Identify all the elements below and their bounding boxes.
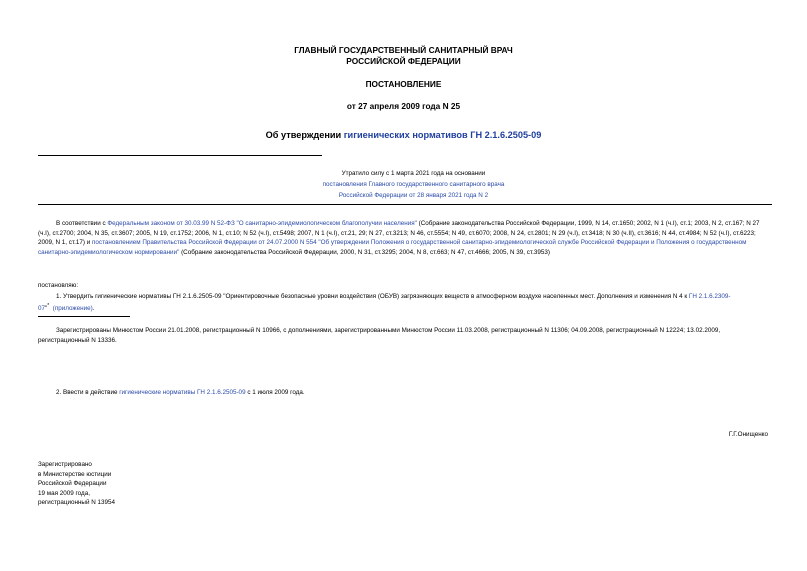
divider-short [38,155,322,156]
item-1-paragraph [38,292,772,313]
status-note-link-1[interactable]: постановления Главного государственного санитарного врача [322,181,505,188]
footnote-paragraph [38,326,772,345]
federal-law-link[interactable]: Федеральным законом от 30.03.99 N 52-ФЗ "О санитарно-эпидемиологическом благополучии населения" [107,220,417,227]
footnote-text: Зарегистрированы Минюстом России 21.01.2008, регистрационный N 10966, с дополнениями, зарегистрированными Минюстом России 11.03.2008, регистрационный N 11306; 04.09.2008, регистрационный N 12224; 13.02.2009, регистрационный N 13336. [38,327,721,344]
gn-2309-link[interactable]: ГН 2.1.6.2309-07 [38,293,731,312]
item-2-text-2: с 1 июля 2009 года. [245,389,305,396]
registration-line-4: 19 мая 2009 года, [38,489,90,497]
preamble-text-3: (Собрание законодательства Российской Федерации, 2000, N 31, ст.3295; 2004, N 8, ст.663; N 47, ст.4666; 2005, N 39, ст.3953) [179,248,550,256]
status-note-line-1: Утратило силу с 1 марта 2021 года на основании [341,170,486,177]
issuer-line-1: ГЛАВНЫЙ ГОСУДАРСТВЕННЫЙ САНИТАРНЫЙ ВРАЧ [294,45,513,55]
registration-block [38,460,338,508]
item-2-paragraph [38,388,772,398]
signature: Г.Г.Онищенко [728,431,768,438]
registration-line-3: Российской Федерации [38,480,107,487]
item-2-text-1: 2. Ввести в действие [56,389,120,396]
gn-2505-link[interactable]: гигиенические нормативы ГН 2.1.6.2505-09 [119,389,246,396]
status-note-line-3-wrap [0,191,807,201]
item-1-text-3: . [92,304,95,312]
government-decree-link[interactable]: постановлением Правительства Российской Федерации от 24.07.2000 N 554 "Об утверждении Положения о государственной санитарно-эпидемиологической службе Российской Федерации и Положения о государственном санитарно-эпидемиологическом нормировании" [38,239,747,256]
status-note-link-2[interactable]: Российской Федерации от 28 января 2021 года N 2 [338,192,489,199]
title-prefix: Об утверждении [265,130,344,140]
footnote-marker: * [47,302,50,309]
preamble-text-1: В соответствии с [56,220,108,227]
registration-line-2: в Министерстве юстиции [38,470,112,478]
divider-full [38,204,772,205]
preamble-paragraph [38,219,772,257]
item-1-text-2: " [45,304,48,312]
resolves-text: постановляю: [38,282,79,289]
document-date-number: от 27 апреля 2009 года N 25 [346,101,461,111]
document-title [0,130,807,140]
title-link[interactable]: гигиенических нормативов ГН 2.1.6.2505-09 [343,130,542,140]
registration-line-1: Зарегистрировано [38,461,92,468]
status-note-line-2-wrap [0,180,807,190]
issuer-line-2: РОССИЙСКОЙ ФЕДЕРАЦИИ [346,56,461,66]
item-1-text-1: 1. Утвердить гигиенические нормативы ГН 2.1.6.2505-09 "Ориентировочные безопасные уровни воздействия (ОБУВ) загрязняющих веществ в атмосферном воздухе населенных мест. Дополнения и изменения N 4 к [56,293,689,300]
preamble-text-2: (Собрание законодательства Российской Федерации, 1999, N 14, ст.1650; 2002, N 1 (ч.I), ст.1; 2003, N 2, ст.167; N 27 (ч.I), ст.2700; 2004, N 35, ст.3607; 2005, N 19, ст.1752; 2006, N 1, ст.10; N 52 (ч.I), ст.5498; 2007, N 1 (ч.I), ст.21, 29; N 27, ст.3213; N 46, ст.5554; N 49, ст.6070; 2008, N 24, ст.2801; N 29 (ч.I), ст.3418; N 30 (ч.II), ст.3616; N 44, ст.4984; N 52 (ч.I), ст.6223; 2009, N 1, ст.17) и [38,220,760,247]
document-type: ПОСТАНОВЛЕНИЕ [365,79,442,89]
appendix-link[interactable]: (приложение) [52,304,93,312]
footnote-divider [38,316,130,317]
registration-line-5: регистрационный N 13954 [38,499,116,506]
